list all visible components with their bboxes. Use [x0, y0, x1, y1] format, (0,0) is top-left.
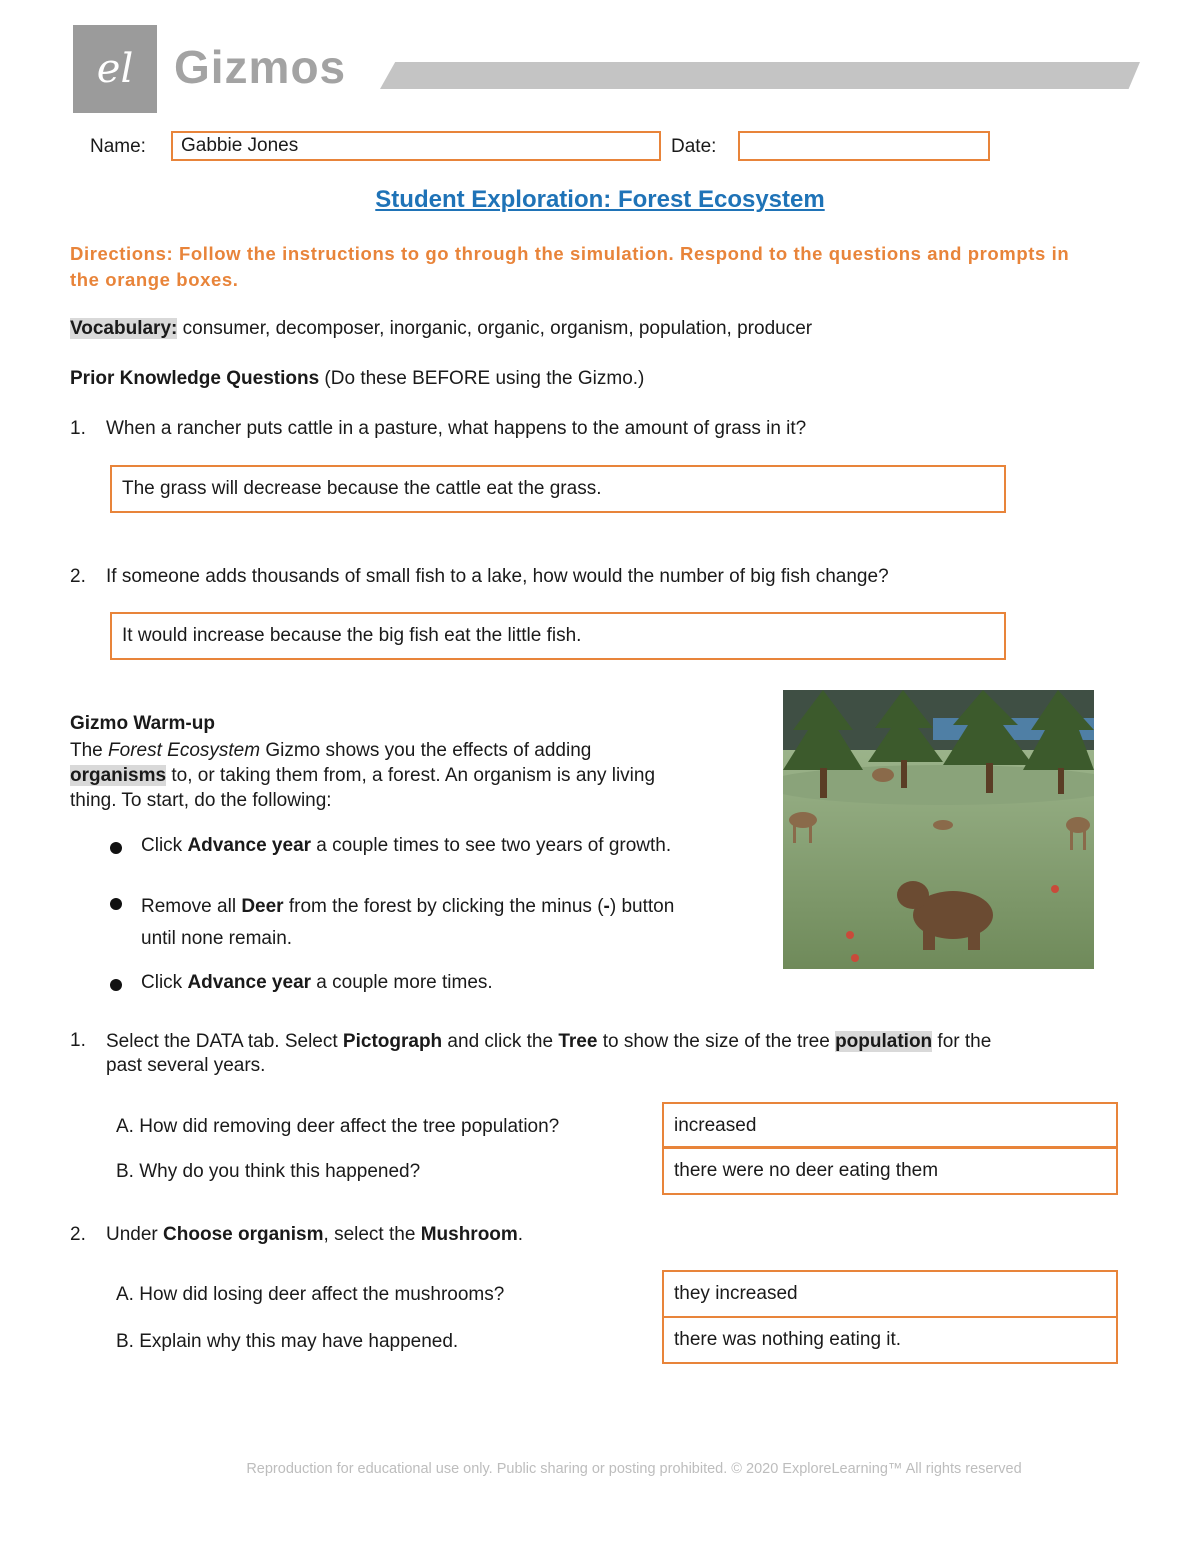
bullet-1-bold: Advance year — [187, 835, 312, 856]
vocabulary-line — [70, 318, 812, 340]
bullet-2-text-mid: from the forest by clicking the minus ( — [283, 896, 604, 917]
gizmos-brand-name: Gizmos — [174, 41, 347, 93]
warmup-bullet-2 — [141, 891, 674, 955]
gizmos-logo-mark: el — [73, 25, 157, 113]
bullet-3-text-end: a couple more times. — [311, 972, 493, 993]
warmup-intro-text-2: Gizmo shows you the effects of adding — [260, 740, 592, 761]
pk-answer-2-box[interactable]: It would increase because the big fish eat the little fish. — [110, 612, 1006, 660]
activity-q2-text-b: , select the — [323, 1224, 421, 1245]
activity-q1-text — [106, 1030, 1136, 1078]
warmup-intro-italic: Forest Ecosystem — [108, 740, 261, 761]
activity-q2-text — [106, 1224, 523, 1246]
directions-text: Directions: Follow the instructions to go through the simulation. Respond to the questions and prompts in the orange boxes. — [70, 243, 1070, 290]
activity-q1-text-a: Select the DATA tab. Select — [106, 1031, 343, 1052]
activity-q2-choose-organism: Choose organism — [163, 1224, 324, 1245]
bullet-1-text: Click — [141, 835, 188, 856]
pk-question-1-number: 1. — [70, 418, 86, 439]
prior-knowledge-note: (Do these BEFORE using the Gizmo.) — [319, 368, 645, 389]
warmup-organisms-term: organisms — [70, 765, 167, 786]
vocabulary-label: Vocabulary: — [70, 318, 178, 339]
date-field[interactable] — [738, 131, 990, 161]
q1a-question: A. How did removing deer affect the tree population? — [116, 1116, 560, 1137]
pk-question-2-number: 2. — [70, 566, 86, 587]
bullet-2-bold: Deer — [241, 896, 284, 917]
activity-q1-pictograph: Pictograph — [342, 1031, 443, 1052]
warmup-intro — [70, 738, 770, 813]
activity-q2-text-c: . — [517, 1224, 524, 1245]
name-field[interactable]: Gabbie Jones — [171, 131, 661, 161]
warmup-intro-text-3: to, or taking them from, a forest. An organism is any living — [166, 765, 656, 786]
q1b-question: B. Why do you think this happened? — [116, 1161, 421, 1182]
bullet-1-text-end: a couple times to see two years of growth. — [311, 835, 672, 856]
q2b-question: B. Explain why this may have happened. — [116, 1331, 459, 1352]
forest-scene-illustration — [783, 690, 1094, 969]
activity-q1-text-line2: past several years. — [106, 1055, 266, 1076]
vocabulary-terms: consumer, decomposer, inorganic, organic, organism, population, producer — [177, 318, 813, 339]
activity-q1-text-c: to show the size of the tree — [597, 1031, 836, 1052]
pk-question-1-text: When a rancher puts cattle in a pasture, what happens to the amount of grass in it? — [106, 418, 807, 439]
bullet-3-bold: Advance year — [187, 972, 312, 993]
bullet-2-text: Remove all — [141, 896, 242, 917]
q2a-question: A. How did losing deer affect the mushrooms? — [116, 1284, 505, 1305]
activity-q1-text-b: and click the — [442, 1031, 559, 1052]
activity-q1-tree: Tree — [558, 1031, 598, 1052]
warmup-heading: Gizmo Warm-up — [70, 713, 215, 734]
header-bar — [380, 62, 1140, 89]
activity-q2-mushroom: Mushroom — [420, 1224, 518, 1245]
pk-answer-1-box[interactable]: The grass will decrease because the cattle eat the grass. — [110, 465, 1006, 513]
activity-q1-population-term: population — [835, 1031, 933, 1052]
date-label: Date: — [671, 136, 717, 157]
bullet-dot — [110, 898, 122, 910]
prior-knowledge-title: Prior Knowledge Questions — [70, 368, 320, 389]
warmup-bullet-1 — [141, 835, 671, 857]
activity-q2-number: 2. — [70, 1224, 86, 1245]
bullet-2-text-line2: until none remain. — [141, 928, 293, 949]
q1a-answer-box[interactable]: increased — [662, 1102, 1118, 1149]
activity-q2-text-a: Under — [106, 1224, 164, 1245]
bullet-2-minus: - — [603, 896, 610, 917]
activity-q1-text-d: for the — [932, 1031, 992, 1052]
warmup-intro-text-4: thing. To start, do the following: — [70, 790, 332, 811]
bullet-3-text: Click — [141, 972, 188, 993]
q2b-answer-box[interactable]: there was nothing eating it. — [662, 1316, 1118, 1364]
forest-scene-image — [783, 690, 1094, 969]
warmup-intro-text: The — [70, 740, 109, 761]
bullet-dot — [110, 979, 122, 991]
page-title: Student Exploration: Forest Ecosystem — [375, 186, 825, 213]
warmup-bullet-3 — [141, 972, 493, 994]
q2a-answer-box[interactable]: they increased — [662, 1270, 1118, 1318]
pk-question-2-text: If someone adds thousands of small fish to a lake, how would the number of big fish change? — [106, 566, 889, 587]
footer-copyright: Reproduction for educational use only. Public sharing or posting prohibited. © 2020 ExploreLearning™ All rights reserved — [246, 1461, 1022, 1477]
activity-q1-number: 1. — [70, 1030, 86, 1051]
bullet-dot — [110, 842, 122, 854]
name-label: Name: — [90, 136, 146, 157]
q1b-answer-box[interactable]: there were no deer eating them — [662, 1146, 1118, 1195]
bullet-2-text-end: ) button — [609, 896, 675, 917]
prior-knowledge-heading — [70, 368, 644, 390]
